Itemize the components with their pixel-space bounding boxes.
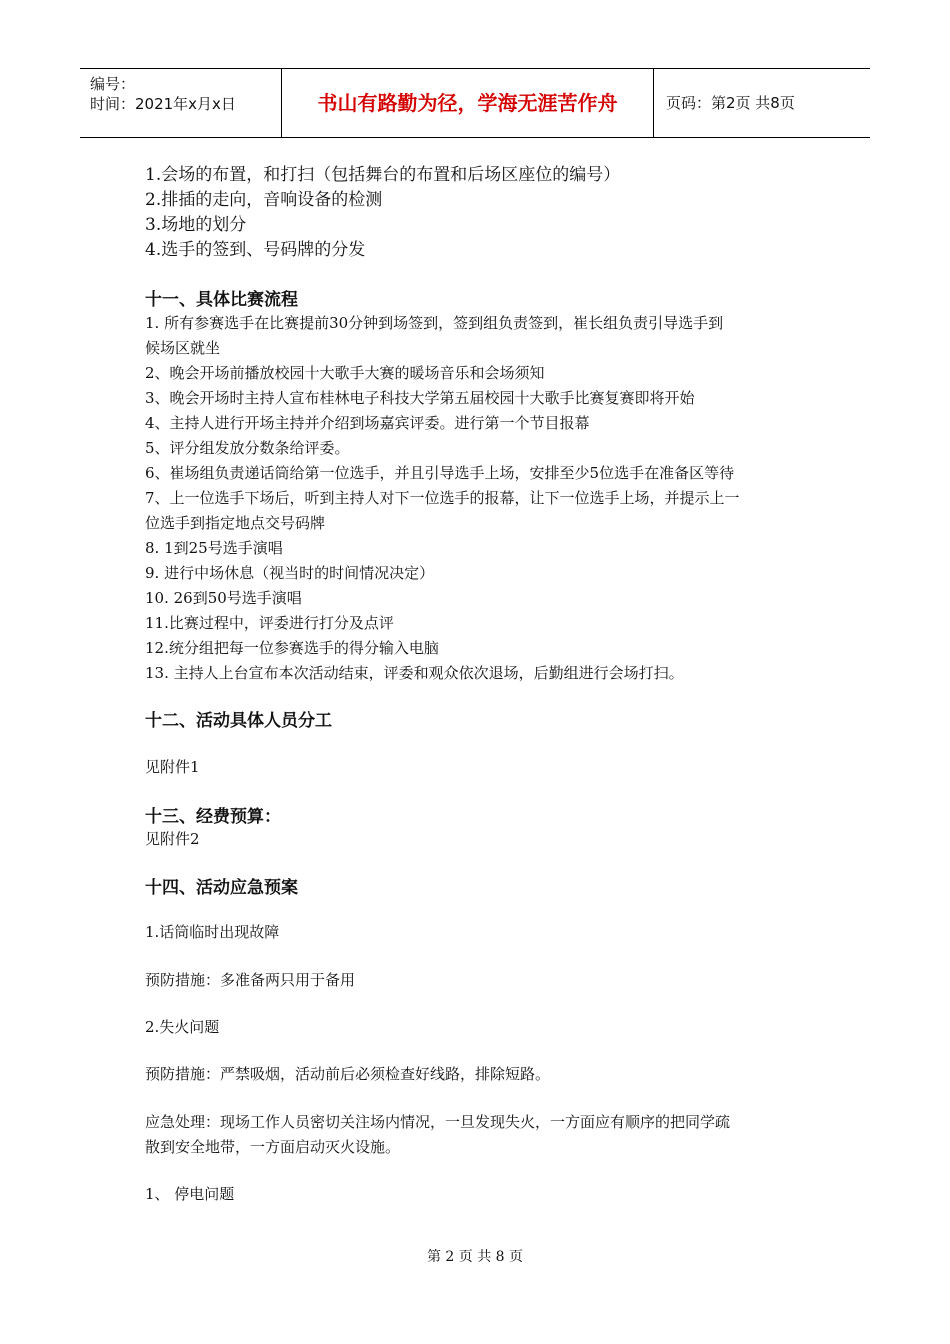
paragraph: 应急处理：现场工作人员密切关注场内情况，一旦发现失火，一方面应有顺序的把同学疏	[145, 1113, 731, 1131]
list-item: 1.会场的布置，和打扫（包括舞台的布置和后场区座位的编号）	[145, 165, 621, 185]
list-item: 8. 1到25号选手演唱	[145, 539, 283, 557]
section-heading: 十一、具体比赛流程	[145, 290, 298, 310]
header-page-info: 页码：第2页 共8页	[666, 94, 795, 112]
number-label: 编号：	[90, 75, 136, 93]
list-item: 候场区就坐	[145, 339, 221, 357]
list-item: 位选手到指定地点交号码牌	[145, 514, 326, 532]
paragraph: 散到安全地带，一方面启动灭火设施。	[145, 1138, 401, 1156]
list-item: 13. 主持人上台宣布本次活动结束，评委和观众依次退场，后勤组进行会场打扫。	[145, 664, 684, 682]
header-meta	[80, 69, 282, 137]
paragraph: 1.话筒临时出现故障	[145, 923, 280, 941]
list-item: 4、主持人进行开场主持并介绍到场嘉宾评委。进行第一个节目报幕	[145, 414, 590, 432]
list-item: 2.排插的走向，音响设备的检测	[145, 190, 383, 210]
paragraph: 见附件1	[145, 758, 200, 776]
list-item: 3、晚会开场时主持人宣布桂林电子科技大学第五届校园十大歌手比赛复赛即将开始	[145, 389, 695, 407]
paragraph: 见附件2	[145, 830, 200, 848]
paragraph: 预防措施：严禁吸烟，活动前后必须检查好线路，排除短路。	[145, 1065, 551, 1083]
paragraph: 预防措施：多准备两只用于备用	[145, 971, 356, 989]
list-item: 12.统分组把每一位参赛选手的得分输入电脑	[145, 639, 439, 657]
page-header	[80, 68, 870, 138]
section-heading: 十四、活动应急预案	[145, 878, 298, 898]
list-item: 7、上一位选手下场后，听到主持人对下一位选手的报幕，让下一位选手上场，并提示上一	[145, 489, 740, 507]
list-item: 4.选手的签到、号码牌的分发	[145, 240, 366, 260]
time-label: 时间：2021年x月x日	[90, 95, 236, 113]
list-item: 9. 进行中场休息（视当时的时间情况决定）	[145, 564, 435, 582]
paragraph: 2.失火问题	[145, 1018, 220, 1036]
list-item: 11.比赛过程中，评委进行打分及点评	[145, 614, 394, 632]
header-motto: 书山有路勤为径，学海无涯苦作舟	[282, 69, 654, 137]
list-item: 10. 26到50号选手演唱	[145, 589, 302, 607]
section-heading: 十二、活动具体人员分工	[145, 711, 332, 731]
list-item: 6、崔场组负责递话筒给第一位选手，并且引导选手上场，安排至少5位选手在准备区等待	[145, 464, 735, 482]
paragraph: 1、 停电问题	[145, 1185, 235, 1203]
page-footer: 第 2 页 共 8 页	[426, 1249, 524, 1265]
list-item: 5、评分组发放分数条给评委。	[145, 439, 350, 457]
section-heading: 十三、经费预算：	[145, 807, 281, 827]
list-item: 1. 所有参赛选手在比赛提前30分钟到场签到，签到组负责签到，崔长组负责引导选手到	[145, 314, 724, 332]
list-item: 3.场地的划分	[145, 215, 247, 235]
list-item: 2、晚会开场前播放校园十大歌手大赛的暖场音乐和会场须知	[145, 364, 545, 382]
